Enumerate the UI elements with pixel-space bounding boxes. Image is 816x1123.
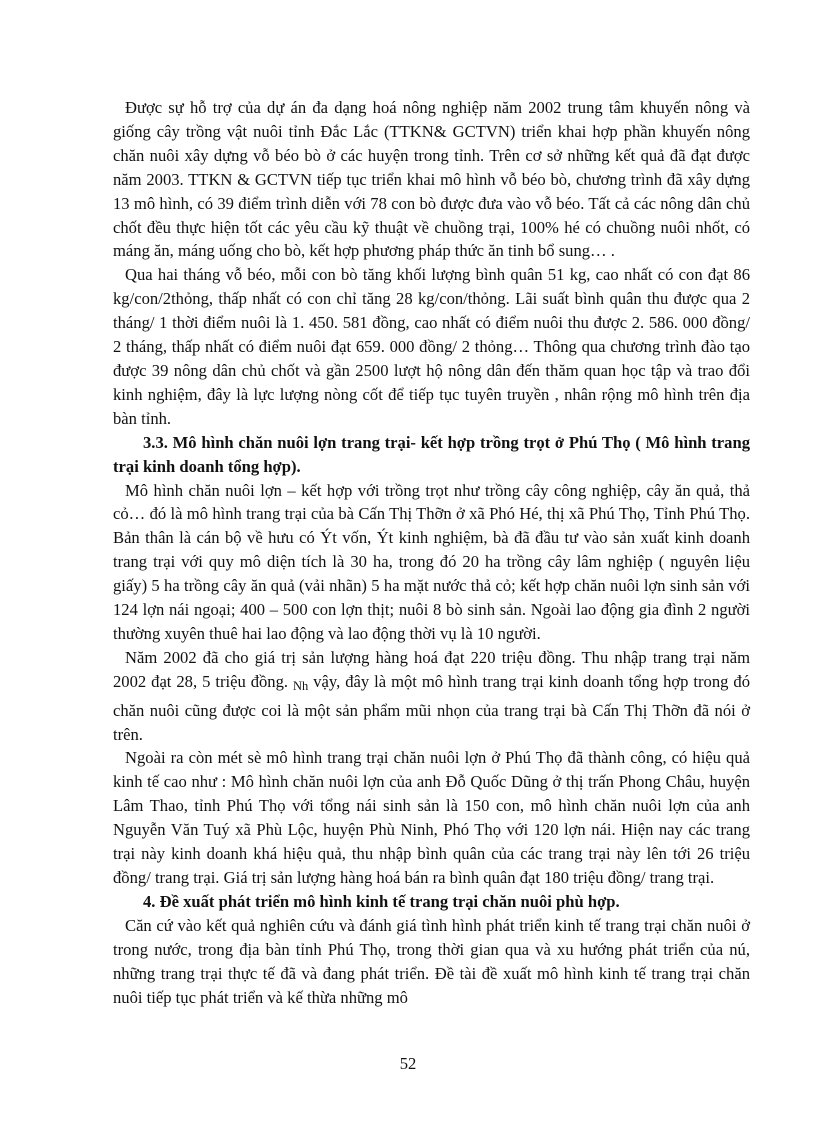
paragraph-farm-output-start: Năm 2002 đã cho giá trị sản lượng hàng hoá đạt 220 triệu đồng. Thu nhập trang trại năm 2002 đạt 28, 5 triệu đồng. (113, 647, 750, 691)
paragraph-fattening-results: Qua hai tháng vỗ béo, mỗi con bò tăng khối lượng bình quân 51 kg, cao nhất có con đạt 86 kg/con/2thỏng, thấp nhất có con chỉ tăng 28 kg/con/thỏng. Lãi suất bình quân thu được qua 2 tháng/ 1 thời điểm nuôi là 1. 450. 581 đồng, cao nhất có điểm nuôi thu được 2. 586. 000 đồng/ 2 tháng, thấp nhất có điểm nuôi đạt 659. 000 đồng/ 2 thỏng… Thông qua chương trình đào tạo được 39 nông dân chủ chốt và gần 2500 lượt hộ nông dân đến thăm quan học tập và trao đổi kinh nghiệm, đây là lực lượng nòng cốt để tiếp tục tuyên truyền , nhân rộng mô hình trên địa bàn tỉnh. (113, 265, 750, 428)
paragraph-proposal: Căn cứ vào kết quả nghiên cứu và đánh giá tình hình phát triển kinh tế trang trại chăn nuôi ở trong nước, trong địa bàn tỉnh Phú Thọ, trong thời gian qua và xu hướng phát triển của nú, những trang trại thực tế đã và đang phát triển. Đề tài đề xuất mô hình kinh tế trang trại chăn nuôi tiếp tục phát triển và kế thừa những mô (113, 915, 750, 1007)
page-number: 52 (399, 1054, 417, 1073)
paragraph-farm-output-end: vậy, đây là một mô hình trang trại kinh doanh tổng hợp trong đó chăn nuôi cũng được coi là một sản phẩm mũi nhọn của trang trại bà Cấn Thị Thỡn đã nói ở trên. (113, 671, 750, 744)
paragraph-project-support: Được sự hỗ trợ của dự án đa dạng hoá nông nghiệp năm 2002 trung tâm khuyến nông và giống cây trồng vật nuôi tỉnh Đắc Lắc (TTKN& GCTVN) triển khai hợp phần khuyến nông chăn nuôi xây dựng vỗ béo bò ở các huyện trong tỉnh. Trên cơ sở những kết quả đã đạt được năm 2003. TTKN & GCTVN tiếp tục triển khai mô hình vỗ béo bò, chương trình đã xây dựng 13 mô hình, có 39 điểm trình diễn với 78 con bò được đưa vào vỗ béo. Tất cả các nông dân chủ chốt đều thực hiện tốt các yêu cầu kỹ thuật về chuồng trại, 100% hé có chuồng nuôi nhốt, có máng ăn, máng uống cho bò, kết hợp phương pháp thức ăn tinh bổ sung… . (113, 98, 750, 261)
paragraph-other-models: Ngoài ra còn mét sè mô hình trang trại chăn nuôi lợn ở Phú Thọ đã thành công, có hiệu quả kinh tế cao như : Mô hình chăn nuôi lợn của anh Đỗ Quốc Dũng ở thị trấn Phong Châu, huyện Lâm Thao, tỉnh Phú Thọ với tổng nái sinh sản là 150 con, mô hình chăn nuôi lợn của anh Nguyễn Văn Tuý xã Phù Lộc, huyện Phù Ninh, Phó Thọ với 120 lợn nái. Hiện nay các trang trại này kinh doanh khá hiệu quả, thu nhập bình quân của các trang trại này lên tới 26 triệu đồng/ trang trại. Giá trị sản lượng hàng hoá bán ra bình quân đạt 180 triệu đồng/ trang trại. (113, 748, 750, 887)
paragraph-farm-output-nh: Nh (293, 678, 309, 693)
section-heading-3-3: 3.3. Mô hình chăn nuôi lợn trang trại- kết hợp trồng trọt ở Phú Thọ ( Mô hình trang trại kinh doanh tổng hợp). (113, 432, 750, 476)
document-body (113, 96, 750, 1009)
paragraph-pig-farm-model: Mô hình chăn nuôi lợn – kết hợp với trồng trọt như trồng cây công nghiệp, cây ăn quả, thả cỏ… đó là mô hình trang trại của bà Cấn Thị Thỡn ở xã Phó Hé, thị xã Phú Thọ, Tỉnh Phú Thọ. Bản thân là cán bộ về hưu có Ýt vốn, Ýt kinh nghiệm, bà đã đầu tư vào sản xuất kinh doanh trang trại với quy mô diện tích là 30 ha, trong đó 20 ha trồng cây lâm nghiệp ( nguyên liệu giấy) 5 ha trồng cây ăn quả (vải nhãn) 5 ha mặt nước thả cỏ; kết hợp chăn nuôi lợn sinh sản với 124 lợn nái ngoại; 400 – 500 con lợn thịt; nuôi 8 bò sinh sản. Ngoài lao động gia đình 2 người thường xuyên thuê hai lao động và lao động thời vụ là 10 người. (113, 480, 750, 643)
paragraph-farm-output (113, 646, 750, 747)
section-heading-4: 4. Đề xuất phát triển mô hình kinh tế trang trại chăn nuôi phù hợp. (143, 891, 620, 911)
